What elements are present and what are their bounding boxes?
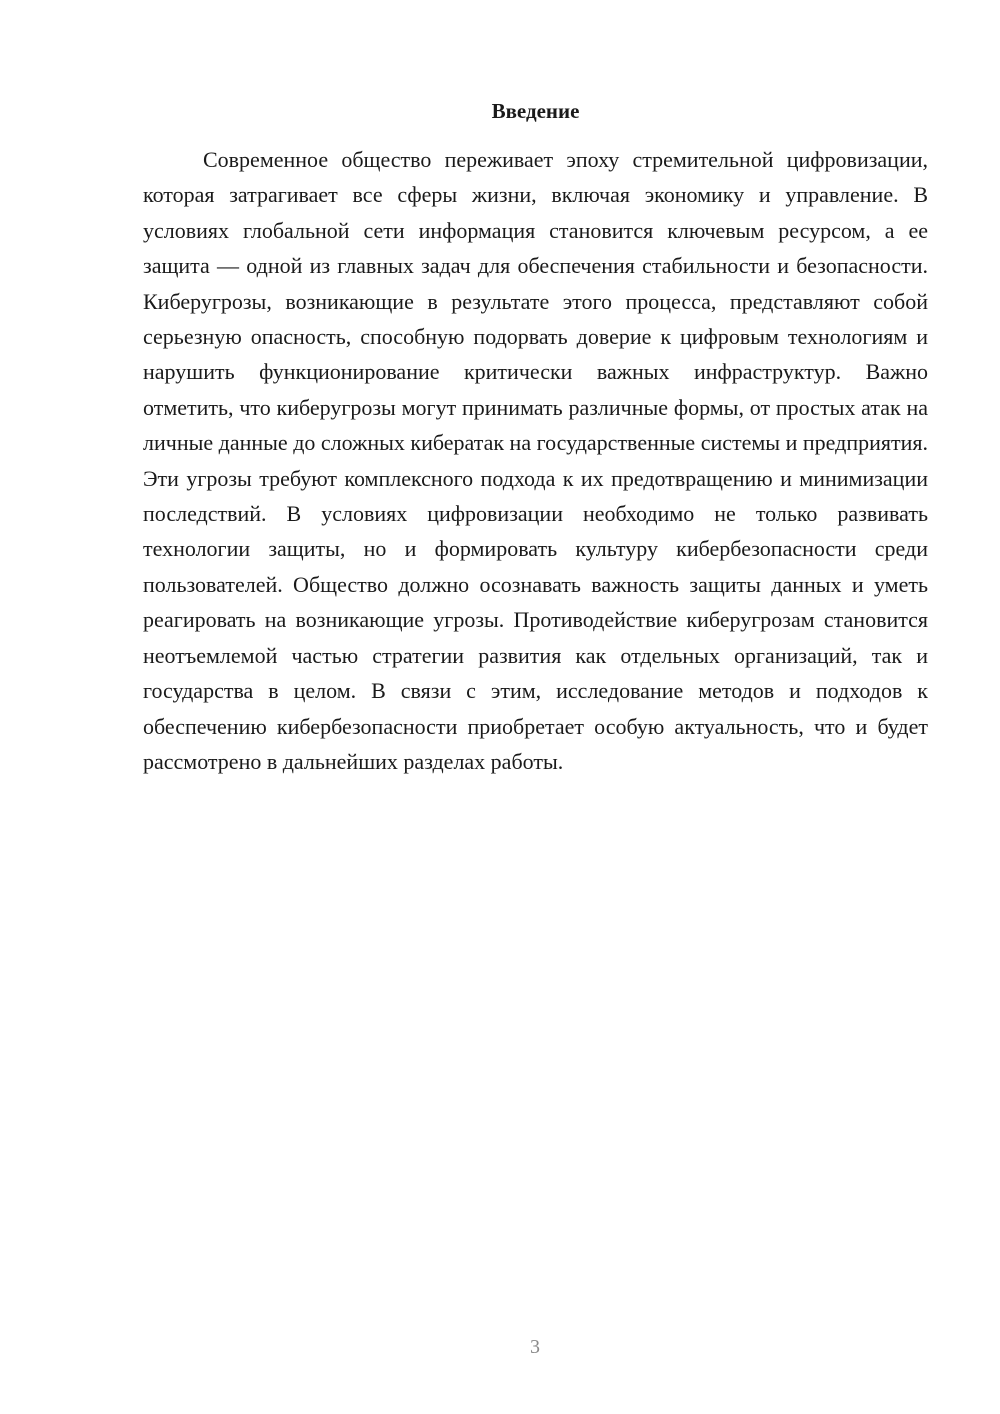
body-paragraph: Современное общество переживает эпоху стремительной цифровизации, которая затрагивает все сферы жизни, включая экономику и управление. В условиях глобальной сети информация становится ключевым ресурсом, а ее защита — одной из главных задач для обеспечения стабильности и безопасности. Киберугрозы, возникающие в результате этого процесса, представляют собой серьезную опасность, способную подорвать доверие к цифровым технологиям и нарушить функционирование критически важных инфраструктур. Важно отметить, что киберугрозы могут принимать различные формы, от простых атак на личные данные до сложных кибератак на государственные системы и предприятия. Эти угрозы требуют комплексного подхода к их предотвращению и минимизации последствий. В условиях цифровизации необходимо не только развивать технологии защиты, но и формировать культуру кибербезопасности среди пользователей. Общество должно осознавать важность защиты данных и уметь реагировать на возникающие угрозы. Противодействие киберугрозам становится неотъемлемой частью стратегии развития как отдельных организаций, так и государства в целом. В связи с этим, исследование методов и подходов к обеспечению кибербезопасности приобретает особую актуальность, что и будет рассмотрено в дальнейших разделах работы. <box>143 147 928 774</box>
page-number: 3 <box>530 1336 540 1358</box>
section-title: Введение <box>491 99 580 123</box>
